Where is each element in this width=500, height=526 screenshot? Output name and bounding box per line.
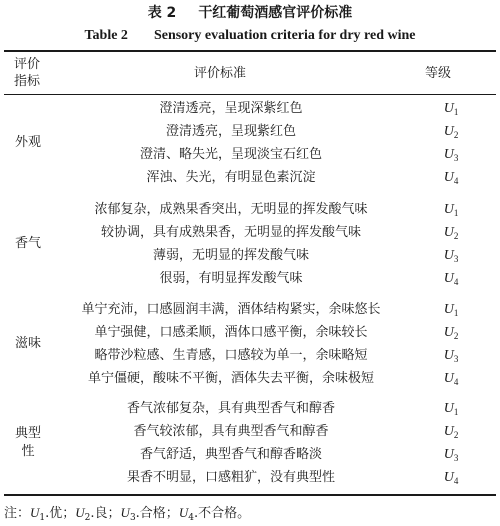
table-row <box>0 298 500 321</box>
grade-index: 3 <box>453 254 459 264</box>
criterion-cell: 略带沙粒感、生青感，口感较为单一，余味略短 <box>94 348 368 363</box>
table-row <box>0 443 500 466</box>
note-grade-index: 2 <box>84 513 91 523</box>
header-grade: 等级 <box>424 66 451 81</box>
grade-index: 1 <box>453 407 459 417</box>
grade-letter: U <box>443 271 454 286</box>
grade-letter: U <box>443 371 454 386</box>
category-label-line: 典型 <box>14 426 41 441</box>
grade-cell <box>406 221 496 244</box>
table-row <box>0 267 500 290</box>
grade-letter: U <box>443 147 454 162</box>
grade-letter: U <box>443 101 454 116</box>
grade-index: 3 <box>453 453 459 463</box>
table-label-en: Table 2 <box>84 28 128 43</box>
grade-letter: U <box>443 447 454 462</box>
table-group <box>0 198 500 290</box>
note-item <box>179 506 250 521</box>
note-prefix: 注： <box>4 506 31 521</box>
grade-cell <box>406 244 496 267</box>
table-row <box>0 120 500 143</box>
note-item <box>121 506 179 521</box>
note-grade-letter: U <box>120 505 130 520</box>
grade-cell <box>406 298 496 321</box>
note-item <box>30 506 75 521</box>
grade-letter: U <box>443 202 454 217</box>
table-note <box>4 505 250 522</box>
table-row <box>0 321 500 344</box>
grade-cell <box>406 166 496 189</box>
table-row <box>0 367 500 390</box>
grade-index: 2 <box>453 331 459 341</box>
note-item <box>75 506 120 521</box>
grade-cell <box>406 120 496 143</box>
grade-index: 1 <box>453 208 459 218</box>
table-title-cn <box>0 4 500 22</box>
category-label-line: 性 <box>21 444 35 459</box>
criterion-cell: 澄清、略失光，呈现淡宝石红色 <box>139 147 322 162</box>
grade-cell <box>406 143 496 166</box>
criterion-cell: 较协调，具有成熟果香，无明显的挥发酸气味 <box>100 225 361 240</box>
criterion-cell: 单宁充沛，口感圆润丰满，酒体结构紧实，余味悠长 <box>81 302 381 317</box>
note-grade-letter: U <box>30 505 40 520</box>
criterion-cell: 单宁僵硬，酸味不平衡，酒体失去平衡，余味极短 <box>87 371 374 386</box>
grade-letter: U <box>443 225 454 240</box>
table-row <box>0 244 500 267</box>
grade-cell <box>406 420 496 443</box>
grade-letter: U <box>443 401 454 416</box>
table-label-cn: 表 2 <box>147 5 177 21</box>
table-row <box>0 344 500 367</box>
table-row <box>0 221 500 244</box>
table-row <box>0 97 500 120</box>
grade-cell <box>406 466 496 489</box>
header-category <box>5 56 49 90</box>
grade-letter: U <box>443 348 454 363</box>
grade-index: 4 <box>453 176 459 186</box>
grade-index: 1 <box>453 107 459 117</box>
table-header-rule <box>4 94 496 95</box>
grade-letter: U <box>443 325 454 340</box>
grade-cell <box>406 198 496 221</box>
table-row <box>0 166 500 189</box>
grade-cell <box>406 443 496 466</box>
grade-cell <box>406 321 496 344</box>
criterion-cell: 澄清透亮，呈现深紫红色 <box>159 101 303 116</box>
table-row <box>0 466 500 489</box>
criterion-cell: 浑浊、失光，有明显色素沉淀 <box>146 170 316 185</box>
table-row <box>0 143 500 166</box>
grade-cell <box>406 267 496 290</box>
table-group <box>0 97 500 189</box>
table-title-en-text: Sensory evaluation criteria for dry red wine <box>153 28 416 43</box>
grade-index: 2 <box>453 231 459 241</box>
note-grade-letter: U <box>178 505 189 520</box>
header-category-line-1: 评价 <box>13 57 40 72</box>
grade-index: 3 <box>453 153 459 163</box>
header-criteria: 评价标准 <box>193 66 246 81</box>
category-label-line: 香气 <box>14 236 41 251</box>
header-category-line-2: 指标 <box>13 74 40 89</box>
note-items <box>30 506 250 521</box>
category-label-line: 滋味 <box>14 336 41 351</box>
table-row <box>0 420 500 443</box>
criterion-cell: 薄弱，无明显的挥发酸气味 <box>152 248 309 263</box>
note-grade-meaning: .不合格。 <box>193 506 251 521</box>
note-grade-meaning: .良； <box>90 506 121 521</box>
grade-index: 4 <box>453 377 459 387</box>
note-grade-index: 4 <box>188 513 194 523</box>
criterion-cell: 香气较浓郁，具有典型香气和醇香 <box>133 424 329 439</box>
grade-index: 2 <box>453 430 459 440</box>
criterion-cell: 澄清透亮，呈现紫红色 <box>165 124 296 139</box>
grade-index: 4 <box>453 476 459 486</box>
table-title-cn-text: 干红葡萄酒感官评价标准 <box>198 5 353 21</box>
grade-letter: U <box>443 170 454 185</box>
grade-cell <box>406 367 496 390</box>
criterion-cell: 单宁强健，口感柔顺，酒体口感平衡，余味较长 <box>94 325 368 340</box>
table-row <box>0 198 500 221</box>
note-grade-meaning: .优； <box>45 506 76 521</box>
note-grade-index: 1 <box>39 513 46 523</box>
criterion-cell: 果香不明显，口感粗犷，没有典型性 <box>126 470 335 485</box>
criterion-cell: 浓郁复杂，成熟果香突出，无明显的挥发酸气味 <box>94 202 368 217</box>
note-grade-meaning: .合格； <box>135 506 179 521</box>
table-title-en <box>0 27 500 45</box>
grade-index: 2 <box>453 130 459 140</box>
grade-letter: U <box>443 424 454 439</box>
grade-letter: U <box>443 470 454 485</box>
table-group <box>0 397 500 489</box>
grade-index: 4 <box>453 277 459 287</box>
category-label-line: 外观 <box>14 135 41 150</box>
criterion-cell: 香气浓郁复杂，具有典型香气和醇香 <box>126 401 335 416</box>
grade-cell <box>406 344 496 367</box>
note-grade-index: 3 <box>129 513 136 523</box>
grade-cell <box>406 97 496 120</box>
table-group <box>0 298 500 390</box>
grade-cell <box>406 397 496 420</box>
note-grade-letter: U <box>75 505 85 520</box>
table-top-rule <box>4 50 496 52</box>
grade-letter: U <box>443 302 454 317</box>
grade-letter: U <box>443 248 454 263</box>
grade-letter: U <box>443 124 454 139</box>
table-row <box>0 397 500 420</box>
criterion-cell: 香气舒适，典型香气和醇香略淡 <box>139 447 322 462</box>
criterion-cell: 很弱，有明显挥发酸气味 <box>159 271 303 286</box>
table-bottom-rule <box>4 494 496 496</box>
grade-index: 3 <box>453 354 459 364</box>
grade-index: 1 <box>453 308 459 318</box>
